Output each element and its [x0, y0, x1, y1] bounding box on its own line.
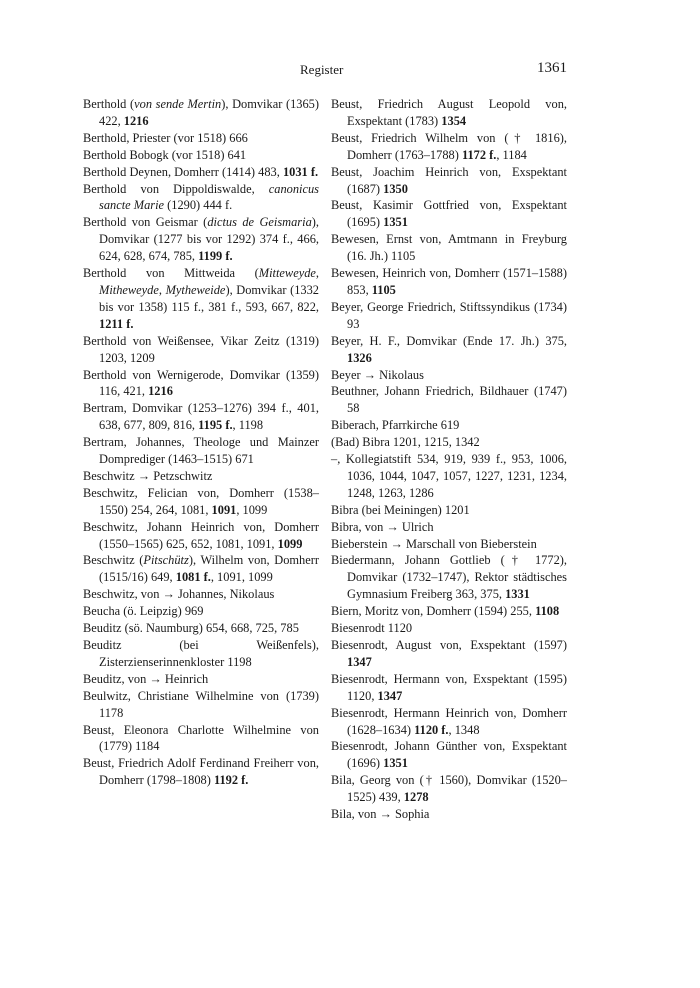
- index-entry-segment: 1347: [377, 688, 403, 703]
- index-entry-segment: Berthold, Priester (vor 1518) 666: [83, 130, 248, 145]
- index-entry: [83, 265, 319, 333]
- index-entry-segment: Berthold von Mittweida (: [83, 266, 259, 281]
- index-entry-segment: Beuthner, Johann Friedrich, Bildhauer (1747) 58: [331, 384, 567, 416]
- index-entry-segment: 1278: [403, 790, 429, 805]
- index-entry: [331, 637, 567, 671]
- index-entry-segment: Biesenrodt, August von, Exspektant (1597): [331, 638, 567, 652]
- index-entry: [331, 772, 567, 806]
- index-entry-segment: 1347: [347, 654, 372, 669]
- index-entry: [331, 519, 567, 536]
- index-entry: [83, 603, 319, 620]
- index-entry-segment: 1216: [148, 384, 173, 399]
- index-entry: [331, 417, 567, 434]
- index-entry-segment: 1350: [383, 181, 408, 196]
- index-entry: [83, 586, 319, 603]
- index-entry: [83, 367, 319, 401]
- index-entry-segment: Berthold Deynen, Domherr (1414) 483,: [83, 164, 283, 179]
- index-entry-segment: Bieberstein → Marschall von Bieberstein: [331, 536, 537, 551]
- index-entry-segment: Bila, von → Sophia: [331, 807, 430, 822]
- index-entry-segment: ), Domvikar (1365) 422,: [99, 97, 319, 128]
- index-entry-segment: Bertram, Domvikar (1253–1276) 394 f., 401, 638, 677, 809, 816,: [83, 401, 319, 433]
- index-entry: [83, 214, 319, 265]
- index-entry: [331, 299, 567, 333]
- index-entry-segment: 1351: [383, 756, 408, 771]
- index-entry: [83, 468, 319, 485]
- index-entry: [83, 333, 319, 367]
- index-entry-segment: , 1198: [232, 418, 264, 433]
- index-entry: [331, 705, 567, 739]
- index-entry: [83, 434, 319, 468]
- index-entry: [83, 671, 319, 688]
- index-entry-segment: Bewesen, Heinrich von, Domherr (1571–1588) 853,: [331, 266, 567, 297]
- index-entry-segment: 1351: [383, 215, 408, 230]
- index-entry: [331, 367, 567, 384]
- index-entry: [83, 96, 319, 130]
- index-entry-segment: 1326: [347, 350, 372, 365]
- index-entry-segment: 1195 f.: [198, 418, 233, 433]
- index-entry: [83, 620, 319, 637]
- index-entry: [83, 755, 319, 789]
- index-entry-segment: Beyer, George Friedrich, Stiftssyndikus (1734) 93: [331, 299, 567, 331]
- index-entry: [83, 637, 319, 671]
- index-entry-segment: (1290) 444 f.: [164, 198, 233, 213]
- index-entry-segment: Beust, Joachim Heinrich von, Exspektant (1687): [331, 164, 567, 196]
- index-entry-segment: Berthold von Dippoldiswalde,: [83, 181, 269, 196]
- index-entry: [331, 671, 567, 705]
- index-entry: [331, 265, 567, 299]
- index-entry-segment: 1108: [535, 604, 560, 619]
- index-column-right: [331, 96, 567, 823]
- index-entry-segment: Beust, Friedrich August Leopold von, Exspektant (1783): [331, 97, 567, 128]
- index-entry: [83, 722, 319, 756]
- index-entry-segment: von sende Mertin: [134, 97, 222, 111]
- index-entry: [331, 130, 567, 164]
- index-entry: [83, 147, 319, 164]
- index-entry-segment: Beschwitz, von → Johannes, Nikolaus: [83, 587, 275, 602]
- index-entry-segment: Bertram, Johannes, Theologe und Mainzer Domprediger (1463–1515) 671: [83, 435, 319, 467]
- index-entry-segment: Mitheweyde: [99, 282, 159, 297]
- index-entry-segment: Biesenrodt, Johann Günther von, Exspektant (1696): [331, 739, 567, 771]
- index-entry: [83, 552, 319, 586]
- index-entry: [331, 806, 567, 823]
- index-entry-segment: Berthold Bobogk (vor 1518) 641: [83, 147, 247, 162]
- index-entry-segment: Beschwitz, Johann Heinrich von, Domherr (1550–1565) 625, 652, 1081, 1091,: [83, 519, 319, 551]
- index-entry-segment: Biesenrodt 1120: [331, 621, 413, 636]
- index-entry-segment: 1211 f.: [99, 316, 134, 331]
- page-number: 1361: [537, 60, 567, 76]
- index-entry-segment: Beust, Kasimir Gottfried von, Exspektant (1695): [331, 198, 567, 230]
- index-entry: [331, 333, 567, 367]
- index-entry: [83, 519, 319, 553]
- index-entry-segment: canonicus sancte Marie: [99, 181, 319, 213]
- index-entry-segment: Biberach, Pfarrkirche 619: [331, 418, 460, 433]
- index-entry-segment: 1099: [277, 536, 303, 551]
- index-entry: [331, 738, 567, 772]
- index-entry-segment: Beuditz, von → Heinrich: [83, 671, 209, 686]
- index-entry-segment: Bila, Georg von († 1560), Domvikar (1520–1525) 439,: [331, 773, 567, 805]
- index-entry: [331, 620, 567, 637]
- index-entry: [331, 434, 567, 451]
- index-entry-segment: dictus de Geismaria: [207, 215, 312, 230]
- index-entry: [331, 603, 567, 620]
- index-entry-segment: 1216: [123, 113, 149, 128]
- index-entry-segment: Pitschütz: [143, 553, 189, 568]
- index-entry-segment: , 1348: [448, 722, 480, 737]
- index-entry-segment: Mitteweyde: [258, 266, 316, 281]
- index-column-left: [83, 96, 319, 789]
- index-entry-segment: 1172 f.: [461, 147, 497, 162]
- index-entry-segment: Mytheweide: [165, 282, 226, 297]
- index-entry-segment: Berthold (: [83, 97, 135, 111]
- index-entry-segment: , 1091, 1099: [210, 570, 273, 585]
- index-entry: [331, 536, 567, 553]
- index-entry-segment: Beschwitz (: [83, 553, 144, 568]
- index-entry-segment: ), Wilhelm von, Domherr (1515/16) 649,: [99, 553, 319, 585]
- index-entry-segment: Beust, Friedrich Wilhelm von († 1816), Domherr (1763–1788): [331, 130, 567, 162]
- index-entry-segment: 1105: [371, 282, 396, 297]
- index-entry: [83, 181, 319, 215]
- running-title: Register: [300, 62, 344, 77]
- index-entry-segment: Biesenrodt, Hermann Heinrich von, Domherr (1628–1634): [331, 705, 567, 737]
- index-entry-segment: ,: [158, 282, 166, 297]
- index-entry-segment: 1091: [211, 502, 237, 517]
- index-entry: [83, 688, 319, 722]
- index-entry-segment: Berthold von Geismar (: [83, 215, 208, 230]
- index-entry-segment: , 1184: [496, 147, 527, 162]
- index-entry-segment: 1120 f.: [414, 722, 449, 737]
- index-entry: [331, 451, 567, 502]
- index-entry-segment: Beschwitz → Petzschwitz: [83, 468, 213, 483]
- index-entry-segment: Beschwitz, Felician von, Domherr (1538–1550) 254, 264, 1081,: [83, 485, 319, 517]
- index-entry-segment: Bibra (bei Meiningen) 1201: [331, 502, 470, 517]
- index-entry-segment: Beulwitz, Christiane Wilhelmine von (1739) 1178: [83, 688, 319, 720]
- index-entry: [331, 197, 567, 231]
- index-entry-segment: 1031 f.: [282, 164, 319, 179]
- index-entry-segment: ), Domvikar (1332 bis vor 1358) 115 f., 381 f., 593, 667, 822,: [99, 282, 319, 314]
- index-entry-segment: ), Domvikar (1277 bis vor 1292) 374 f., 466, 624, 628, 674, 785,: [99, 215, 319, 264]
- index-entry: [331, 383, 567, 417]
- index-entry-segment: Bewesen, Ernst von, Amtmann in Freyburg (16. Jh.) 1105: [331, 232, 567, 264]
- index-entry: [331, 96, 567, 130]
- index-entry-segment: Berthold von Weißensee, Vikar Zeitz (1319) 1203, 1209: [83, 333, 319, 365]
- index-entry-segment: 1192 f.: [213, 773, 249, 788]
- index-entry-segment: ,: [315, 266, 319, 281]
- index-entry: [83, 485, 319, 519]
- index-entry-segment: Beucha (ö. Leipzig) 969: [83, 604, 204, 619]
- index-entry-segment: Beust, Eleonora Charlotte Wilhelmine von (1779) 1184: [83, 722, 319, 754]
- index-entry-segment: Beyer → Nikolaus: [331, 367, 424, 382]
- index-entry-segment: Beuditz (sö. Naumburg) 654, 668, 725, 785: [83, 621, 299, 636]
- index-entry-segment: Beust, Friedrich Adolf Ferdinand Freiherr von, Domherr (1798–1808): [83, 756, 319, 788]
- index-entry-segment: Beyer, H. F., Domvikar (Ende 17. Jh.) 375,: [331, 333, 567, 348]
- index-entry-segment: Biesenrodt, Hermann von, Exspektant (1595) 1120,: [331, 671, 567, 703]
- index-entry-segment: 1199 f.: [198, 249, 233, 264]
- running-header: [0, 62, 700, 82]
- index-entry-segment: 1081 f.: [175, 570, 211, 585]
- index-entry: [331, 502, 567, 519]
- index-entry-segment: 1354: [441, 113, 467, 128]
- index-entry-segment: Biedermann, Johann Gottlieb († 1772), Domvikar (1732–1747), Rektor städtisches Gymnasium Freiberg 363, 375,: [331, 553, 567, 602]
- index-entry-segment: Biern, Moritz von, Domherr (1594) 255,: [331, 604, 536, 619]
- index-entry-segment: Berthold von Wernigerode, Domvikar (1359) 116, 421,: [83, 367, 319, 399]
- index-entry: [331, 231, 567, 265]
- index-entry-segment: 1331: [505, 587, 530, 602]
- index-entry: [331, 164, 567, 198]
- index-entry-segment: Beuditz (bei Weißenfels), Zisterzienserinnenkloster 1198: [83, 638, 319, 669]
- index-entry: [83, 164, 319, 181]
- index-entry: [83, 400, 319, 434]
- index-entry-segment: –, Kollegiatstift 534, 919, 939 f., 953, 1006, 1036, 1044, 1047, 1057, 1227, 1231, 1234, 1248, 1263, 1286: [331, 452, 567, 500]
- index-entry: [331, 552, 567, 603]
- index-entry: [83, 130, 319, 147]
- index-entry-segment: Bibra, von → Ulrich: [331, 519, 434, 534]
- index-entry-segment: , 1099: [236, 502, 268, 517]
- index-entry-segment: (Bad) Bibra 1201, 1215, 1342: [331, 435, 480, 450]
